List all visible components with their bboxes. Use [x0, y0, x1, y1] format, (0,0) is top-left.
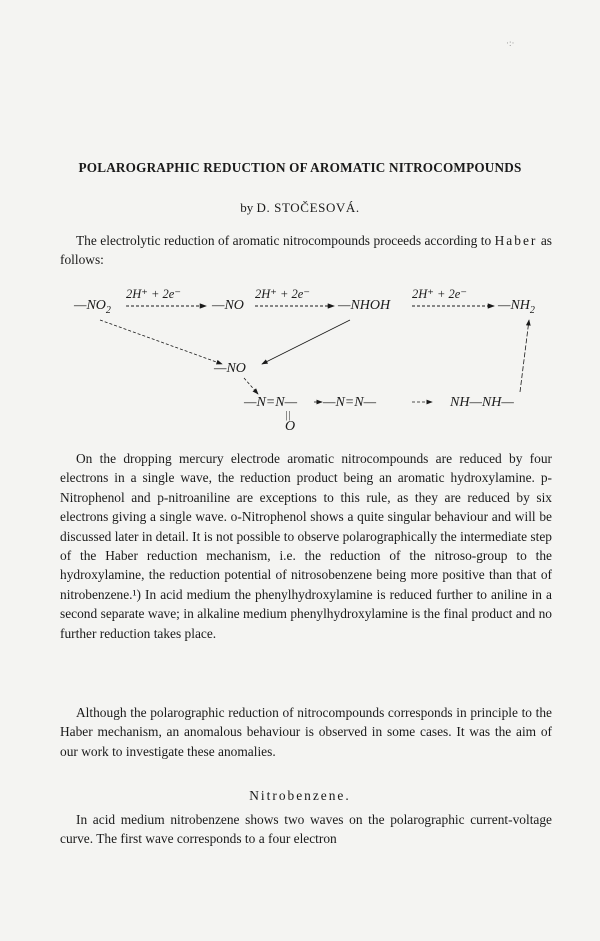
scheme-arrow-hydroxylamine-to-nitroso	[262, 320, 350, 364]
scheme-arrow-label-3: 2H⁺ + 2e⁻	[412, 287, 467, 301]
scheme-arrow-nitroso-to-azoxy	[244, 378, 258, 394]
scheme-node-nitroso: —NO	[212, 298, 244, 313]
scheme-arrow-label-2: 2H⁺ + 2e⁻	[255, 287, 310, 301]
scheme-arrow-nitro-to-nitroso	[100, 320, 222, 364]
paper-title: POLAROGRAPHIC REDUCTION OF AROMATIC NITROCOMPOUNDS	[78, 160, 522, 175]
scheme-node-azo: —N=N—	[323, 395, 377, 410]
author-name: D. STOČESOVÁ.	[256, 200, 360, 215]
intro-text-after: as follows:	[60, 233, 552, 268]
body-paragraph-1: On the dropping mercury electrode aromatic nitrocompounds are reduced by four electrons in a single wave, the reduction product being an aromatic hydroxylamine. p-Nitrophenol and p-nitroaniline are exceptions to this rule, as they are reduced by six electrons giving a single wave. o-Nitrophenol shows a quite singular behaviour and will be discussed later in detail. It is not possible to observe polarographically the intermediate step of the Haber reduction mechanism, i.e. the reduction of the nitroso-group to the hydroxylamine, the reduction potential of nitrosobenzene being more positive than that of nitrobenzene.¹) In acid medium the phenylhydroxylamine is reduced further to aniline in a second separate wave; in alkaline medium phenylhydroxylamine is the final product and no further reduction takes place.	[60, 451, 552, 641]
intro-haber-name: Haber	[494, 233, 538, 248]
author-prefix: by	[240, 200, 254, 215]
haber-reaction-scheme	[0, 0, 600, 460]
scheme-arrow-label-1: 2H⁺ + 2e⁻	[126, 287, 181, 301]
scheme-node-hydrazo: NH—NH—	[450, 395, 514, 410]
scheme-node-nitroso-intermediate: —NO	[214, 361, 246, 376]
body-paragraph-3: In acid medium nitrobenzene shows two waves on the polarographic current-voltage curve. The first wave corresponds to a four electron	[60, 812, 552, 847]
scheme-azoxy-double-bond: ||	[285, 410, 291, 421]
scheme-node-nitro: $—NO_2$	[74, 298, 111, 316]
scheme-azoxy-oxygen: O	[285, 419, 296, 434]
scheme-arrow-hydrazo-to-amine	[520, 320, 529, 392]
section-heading-nitrobenzene: Nitrobenzene.	[249, 788, 351, 803]
page-mark: ·:·	[506, 38, 515, 48]
scheme-node-amine: $—NH_2$	[498, 298, 535, 316]
body-paragraph-2: Although the polarographic reduction of nitrocompounds corresponds in principle to the Haber mechanism, an anomalous behaviour is observed in some cases. It was the aim of our work to investigate these anomalies.	[60, 705, 552, 759]
scheme-node-azoxy: —N=N—	[244, 395, 298, 410]
intro-text-before: The electrolytic reduction of aromatic nitrocompounds proceeds according to	[76, 233, 492, 248]
scheme-node-hydroxylamine: —NHOH	[338, 298, 391, 313]
